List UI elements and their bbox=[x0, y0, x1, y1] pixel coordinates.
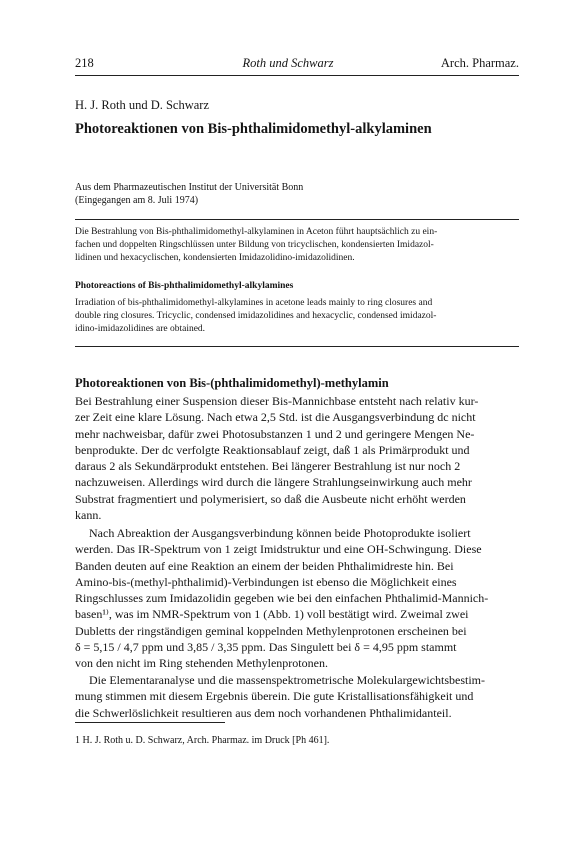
text-line: Ringschlusses zum Imidazolidin gegeben wie bei den einfachen Phthalimid-Mannich- bbox=[75, 591, 489, 606]
abstract-line: fachen und doppelten Ringschlüssen unter Bildung von tricyclischen, kondensierten Imidazol- bbox=[75, 240, 434, 251]
abstract-top-rule bbox=[75, 219, 519, 220]
text-line: Nach Abreaktion der Ausgangsverbindung können beide Photoprodukte isoliert bbox=[89, 526, 471, 540]
abstract-line: Irradiation of bis-phthalimidomethyl-alkylamines in acetone leads mainly to ring closures and bbox=[75, 298, 433, 308]
text-line: kann. bbox=[75, 508, 102, 523]
text-line: die Schwerlöslichkeit resultieren aus dem noch vorhandenen Phthalimidanteil. bbox=[75, 705, 452, 720]
text-line: mehr nachweisbar, dafür zwei Photosubstanzen 1 und 2 und geringere Mengen Ne- bbox=[75, 426, 475, 441]
received-date: (Eingegangen am 8. Juli 1974) bbox=[75, 195, 199, 206]
text-line: basen¹⁾, was im NMR-Spektrum von 1 (Abb. 1) voll bestätigt wird. Zweimal zwei bbox=[75, 607, 469, 622]
footnote-rule bbox=[75, 722, 225, 723]
affiliation bbox=[75, 181, 303, 207]
text-line: benprodukte. Der dc verfolgte Reaktionsablauf zeigt, daß 1 als Primärprodukt und bbox=[75, 442, 470, 457]
text-line: Substrat fragmentiert und polymerisiert, so daß die Ausbeute nicht erhöht werden bbox=[75, 491, 466, 506]
text-line: Banden deuten auf eine Reaktion an einem der beiden Phthalimidreste hin. Bei bbox=[75, 558, 454, 573]
text-line: daraus 2 als Sekundärprodukt entstehen. Bei längerer Bestrahlung ist nur noch 2 bbox=[75, 459, 461, 474]
abstract-line: Die Bestrahlung von Bis-phthalimidomethyl-alkylaminen in Aceton führt hauptsächlich zu ein- bbox=[75, 227, 438, 237]
abstract-bottom-rule bbox=[75, 346, 519, 347]
text-line: nachzuweisen. Allerdings wird durch die längere Strahlungseinwirkung auch mehr bbox=[75, 475, 472, 490]
text-line: Bei Bestrahlung einer Suspension dieser Bis-Mannichbase entsteht nach relativ kur- bbox=[75, 394, 479, 408]
abstract-line: double ring closures. Tricyclic, condensed imidazolidines and hexacyclic, condensed imidazol- bbox=[75, 311, 437, 322]
text-line: zer Zeit eine klare Lösung. Nach etwa 2,5 Std. ist die Ausgangsverbindung dc nicht bbox=[75, 410, 476, 425]
abstract-line: lidinen und hexacyclischen, kondensierten Imidazolidino-imidazolidinen. bbox=[75, 253, 355, 264]
section-heading: Photoreaktionen von Bis-(phthalimidomethyl)-methylamin bbox=[75, 376, 389, 390]
footnote: 1 H. J. Roth u. D. Schwarz, Arch. Pharmaz. im Druck [Ph 461]. bbox=[75, 735, 330, 746]
text-line: δ = 5,15 / 4,7 ppm und 3,85 / 3,35 ppm. Das Singulett bei δ = 4,95 ppm stammt bbox=[75, 640, 457, 655]
article-title: Photoreaktionen von Bis-phthalimidomethyl-alkylaminen bbox=[75, 121, 432, 137]
text-line: Die Elementaranalyse und die massenspektrometrische Molekulargewichtsbestim- bbox=[89, 673, 485, 687]
text-line: von den nicht im Ring stehenden Methylenprotonen. bbox=[75, 656, 328, 671]
text-line: Amino-bis-(methyl-phthalimid)-Verbindungen ist ebenso die Möglichkeit eines bbox=[75, 574, 457, 589]
header-rule bbox=[75, 75, 519, 76]
text-line: werden. Das IR-Spektrum von 1 zeigt Imidstruktur und eine OH-Schwingung. Diese bbox=[75, 542, 482, 557]
authors: H. J. Roth und D. Schwarz bbox=[75, 98, 210, 112]
text-line: Dubletts der ringständigen geminal koppelnden Methylenprotonen erscheinen bei bbox=[75, 623, 467, 638]
paragraph-2 bbox=[75, 525, 519, 672]
abstract-german bbox=[75, 226, 519, 266]
page-number: 218 bbox=[75, 56, 94, 70]
abstract-english-title: Photoreactions of Bis-phthalimidomethyl-alkylamines bbox=[75, 281, 294, 291]
abstract-line: idino-imidazolidines are obtained. bbox=[75, 324, 206, 335]
paragraph-1 bbox=[75, 393, 519, 523]
affiliation-institute: Aus dem Pharmazeutischen Institut der Universität Bonn bbox=[75, 182, 304, 193]
running-title: Roth und Schwarz bbox=[242, 56, 334, 70]
text-line: mung stimmen mit diesem Ergebnis überein. Die gute Kristallisationsfähigkeit und bbox=[75, 689, 474, 704]
paragraph-3 bbox=[75, 672, 519, 721]
journal-name: Arch. Pharmaz. bbox=[440, 56, 519, 70]
abstract-english bbox=[75, 297, 519, 337]
